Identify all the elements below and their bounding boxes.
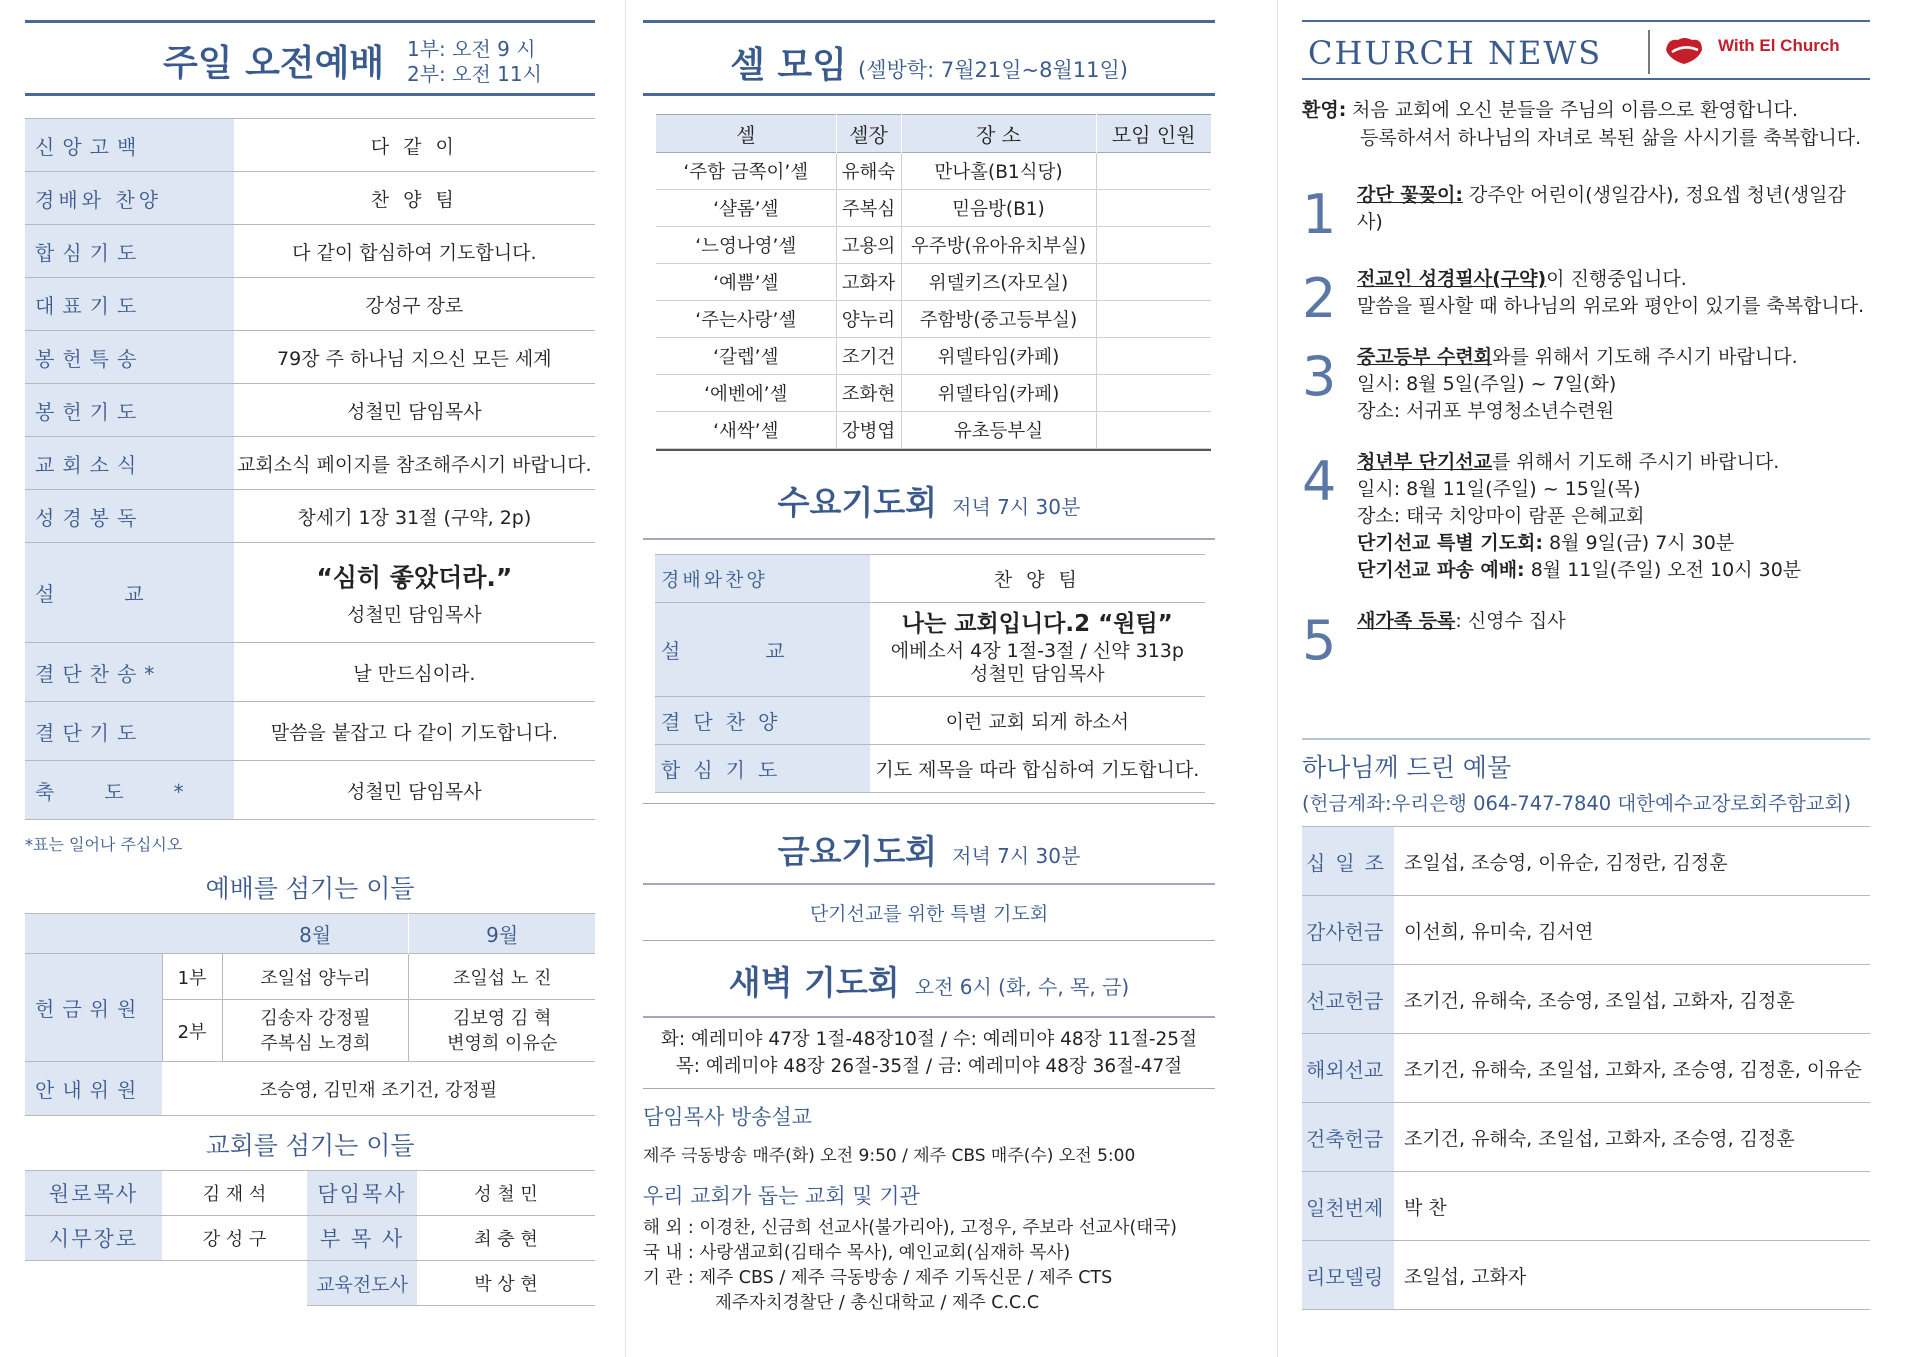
part-2-label: 2부 bbox=[162, 1000, 222, 1062]
dawn-schedule bbox=[643, 1026, 1215, 1080]
wed-preacher: 성철민 담임목사 bbox=[970, 662, 1105, 685]
fri-rule bbox=[643, 883, 1215, 885]
wed-value: 찬 양 팀 bbox=[993, 568, 1081, 591]
offering-label: 선교헌금 bbox=[1302, 965, 1394, 1034]
order-label: 합심기도 bbox=[25, 225, 234, 278]
news-keyword: 단기선교 특별 기도회: bbox=[1357, 532, 1544, 554]
church-empty bbox=[162, 1261, 307, 1306]
church-role: 시무장로 bbox=[25, 1216, 162, 1261]
broadcast-title: 담임목사 방송설교 bbox=[643, 1105, 812, 1129]
fri-description: 단기선교를 위한 특별 기도회 bbox=[809, 902, 1049, 925]
order-content: 말씀을 붙잡고 다 같이 기도합니다. bbox=[234, 702, 595, 761]
header-divider bbox=[1648, 30, 1650, 74]
order-label: 결단찬송* bbox=[25, 643, 234, 702]
sermon-preacher: 성철민 담임목사 bbox=[347, 604, 482, 626]
church-person: 김 재 석 bbox=[202, 1184, 267, 1205]
guide-names: 조승영, 김민재 조기건, 강정필 bbox=[259, 1079, 498, 1101]
support-list bbox=[643, 1216, 1215, 1316]
offering-names: 이선희, 유미숙, 김서연 bbox=[1403, 920, 1594, 943]
church-role: 담임목사 bbox=[307, 1171, 417, 1216]
service-header bbox=[25, 23, 595, 93]
order-row bbox=[25, 702, 595, 761]
order-label: 결단기도 bbox=[25, 702, 234, 761]
news-column bbox=[1302, 0, 1870, 1357]
church-empty bbox=[25, 1261, 162, 1306]
cell-col-header: 모임 인원 bbox=[1096, 115, 1211, 153]
church-person: 성 철 민 bbox=[474, 1184, 538, 1205]
offering-row bbox=[1302, 1034, 1870, 1103]
servers-month-sep: 9월 bbox=[409, 914, 595, 954]
part-2-sep bbox=[409, 1000, 595, 1062]
wed-sermon-row bbox=[655, 602, 1205, 696]
cell-col-header: 장 소 bbox=[901, 115, 1096, 153]
cell-row bbox=[656, 227, 1211, 264]
welcome-line: 처음 교회에 오신 분들을 주님의 이름으로 환영합니다. bbox=[1352, 99, 1799, 121]
order-row bbox=[25, 437, 595, 490]
offering-row bbox=[1302, 1241, 1870, 1310]
church-row bbox=[25, 1261, 595, 1306]
fold-line-2 bbox=[1277, 0, 1278, 1357]
cell-place: 주함방(중고등부실) bbox=[901, 301, 1096, 338]
order-label: 축도* bbox=[25, 761, 234, 820]
wed-label: 결단찬양 bbox=[655, 696, 870, 744]
news-item bbox=[1302, 266, 1870, 330]
news-number: 4 bbox=[1302, 450, 1337, 513]
cell-row bbox=[656, 264, 1211, 301]
cell-name: ‘샬롬’셀 bbox=[713, 199, 779, 220]
dawn-header bbox=[643, 957, 1215, 1004]
offering-label: 해외선교 bbox=[1302, 1034, 1394, 1103]
news-line: 단기선교 파송 예배: 8월 11일(주일) 오전 10시 30분 bbox=[1357, 559, 1802, 581]
order-content: 79장 주 하나님 지으신 모든 세계 bbox=[234, 331, 595, 384]
servers-title: 예배를 섬기는 이들 bbox=[205, 874, 415, 903]
cell-leader: 강병엽 bbox=[836, 412, 901, 449]
cell-name: ‘예쁨’셀 bbox=[713, 273, 779, 294]
church-role: 부 목 사 bbox=[307, 1216, 417, 1261]
wed-table bbox=[655, 554, 1205, 793]
offering-names: 조일섭, 조승영, 이유순, 김정란, 김정훈 bbox=[1403, 851, 1728, 874]
broadcast-schedule: 제주 극동방송 매주(화) 오전 9:50 / 제주 CBS 매주(수) 오전 5:00 bbox=[643, 1146, 1136, 1166]
servers-month-aug: 8월 bbox=[299, 923, 332, 947]
offering-label: 일천번제 bbox=[1302, 1172, 1394, 1241]
dawn-rule bbox=[643, 1016, 1215, 1018]
cell-leader: 주복심 bbox=[836, 190, 901, 227]
church-logo-text: With El Church bbox=[1718, 36, 1840, 55]
cell-name: ‘주함 금쪽이’셀 bbox=[683, 162, 809, 183]
wed-label: 합심기도 bbox=[655, 744, 870, 792]
church-servers-table bbox=[25, 1170, 595, 1306]
dawn-bottom-rule bbox=[643, 1088, 1215, 1090]
news-keyword: 단기선교 파송 예배: bbox=[1357, 559, 1525, 581]
offering-row bbox=[1302, 1172, 1870, 1241]
part-2-sep-line: 변영희 이유순 bbox=[447, 1032, 558, 1054]
fri-title: 금요기도회 bbox=[777, 832, 938, 871]
news-keyword: 전교인 성경필사(구약) bbox=[1357, 268, 1547, 290]
news-keyword: 중고등부 수련회 bbox=[1357, 346, 1493, 368]
wed-value: 기도 제목을 따라 합심하여 기도합니다. bbox=[875, 758, 1200, 781]
news-line: 일시: 8월 11일(주일) ~ 15일(목) bbox=[1357, 478, 1641, 500]
cell-name: ‘주는사랑’셀 bbox=[695, 310, 797, 331]
dawn-line: 화: 예레미야 47장 1절-48장10절 / 수: 예레미야 48장 11절-25절 bbox=[661, 1028, 1197, 1050]
news-number: 1 bbox=[1302, 183, 1337, 246]
wed-label: 경배와찬양 bbox=[655, 554, 870, 602]
news-keyword: 강단 꽃꽂이: bbox=[1357, 184, 1463, 206]
order-content: 창세기 1장 31절 (구약, 2p) bbox=[234, 490, 595, 543]
cell-header bbox=[643, 23, 1215, 93]
offering-names: 조기건, 유해숙, 조일섭, 고화자, 조승영, 김정훈, 이유순 bbox=[1403, 1058, 1862, 1081]
cell-place: 위델키즈(자모실) bbox=[901, 264, 1096, 301]
cell-place: 위델타임(카페) bbox=[901, 375, 1096, 412]
cell-subtitle: (셀방학: 7월21일~8월11일) bbox=[858, 58, 1128, 82]
church-role: 교육전도사 bbox=[307, 1261, 417, 1306]
cell-row bbox=[656, 412, 1211, 449]
cell-title: 셀 모임 bbox=[730, 45, 847, 86]
wed-rule bbox=[643, 538, 1215, 540]
offering-section bbox=[1302, 748, 1870, 1310]
cell-attendance bbox=[1096, 227, 1211, 264]
fri-bottom-rule bbox=[643, 940, 1215, 942]
servers-row-1 bbox=[25, 954, 595, 1000]
cell-attendance bbox=[1096, 412, 1211, 449]
news-item bbox=[1302, 182, 1870, 246]
offering-label: 리모델링 bbox=[1302, 1241, 1394, 1310]
order-row bbox=[25, 225, 595, 278]
wed-bottom-rule bbox=[643, 803, 1215, 805]
news-line: 장소: 태국 치앙마이 람푼 은혜교회 bbox=[1357, 505, 1645, 527]
news-body: 강단 꽃꽂이: 강주안 어린이(생일감사), 정요셉 청년(생일감사) bbox=[1357, 184, 1846, 233]
offering-row bbox=[1302, 827, 1870, 896]
cell-row bbox=[656, 338, 1211, 375]
cell-name: ‘갈렙’셀 bbox=[713, 347, 779, 368]
part-2-aug bbox=[222, 1000, 409, 1062]
cell-leader: 유해숙 bbox=[836, 153, 901, 190]
service-title: 주일 오전예배 bbox=[163, 43, 385, 84]
cell-row bbox=[656, 153, 1211, 190]
stand-note: *표는 일어나 주십시오 bbox=[25, 835, 183, 854]
church-servers-title: 교회를 섬기는 이들 bbox=[205, 1131, 415, 1160]
part-2-sep-line: 김보영 김 혁 bbox=[453, 1007, 552, 1029]
news-number: 3 bbox=[1302, 345, 1337, 408]
sermon-row bbox=[25, 543, 595, 643]
fri-header bbox=[643, 826, 1215, 873]
cell-row bbox=[656, 301, 1211, 338]
cell-leader: 조화현 bbox=[836, 375, 901, 412]
order-label: 경배와 찬양 bbox=[25, 172, 234, 225]
part-1-aug: 조일섭 양누리 bbox=[222, 954, 409, 1000]
cell-name: ‘새싹’셀 bbox=[713, 421, 779, 442]
cell-leader: 조기건 bbox=[836, 338, 901, 375]
cell-table-body bbox=[656, 153, 1211, 449]
news-line: 장소: 서귀포 부영청소년수련원 bbox=[1357, 400, 1615, 422]
order-content: 다 같 이 bbox=[234, 119, 595, 172]
offering-label: 감사헌금 bbox=[1302, 896, 1394, 965]
wed-time: 저녁 7시 30분 bbox=[952, 495, 1081, 519]
sermon-cell bbox=[234, 543, 595, 643]
cell-place: 유초등부실 bbox=[901, 412, 1096, 449]
guide-row bbox=[25, 1062, 595, 1116]
order-content: 강성구 장로 bbox=[234, 278, 595, 331]
order-row bbox=[25, 331, 595, 384]
welcome-block bbox=[1302, 96, 1870, 152]
offering-title: 하나님께 드린 예물 bbox=[1302, 753, 1512, 782]
news-item bbox=[1302, 344, 1870, 425]
second-service-time: 2부: 오전 11시 bbox=[407, 62, 542, 86]
order-row bbox=[25, 643, 595, 702]
cell-col-header: 셀장 bbox=[836, 115, 901, 153]
order-content: 날 만드심이라. bbox=[234, 643, 595, 702]
cell-attendance bbox=[1096, 301, 1211, 338]
offering-names: 조기건, 유해숙, 조일섭, 고화자, 조승영, 김정훈 bbox=[1403, 1127, 1795, 1150]
order-label: 성경봉독 bbox=[25, 490, 234, 543]
order-row bbox=[25, 490, 595, 543]
order-row bbox=[25, 119, 595, 172]
church-row bbox=[25, 1216, 595, 1261]
cell-attendance bbox=[1096, 190, 1211, 227]
welcome-text bbox=[1302, 96, 1870, 152]
order-label: 대표기도 bbox=[25, 278, 234, 331]
cell-leader: 고화자 bbox=[836, 264, 901, 301]
order-content: 성철민 담임목사 bbox=[234, 384, 595, 437]
order-content: 다 같이 합심하여 기도합니다. bbox=[234, 225, 595, 278]
news-body: 중고등부 수련회와를 위해서 기도해 주시기 바랍니다. bbox=[1357, 346, 1798, 368]
cell-leader: 고용의 bbox=[836, 227, 901, 264]
news-line: 말씀을 필사할 때 하나님의 위로와 평안이 있기를 축복합니다. bbox=[1357, 295, 1865, 317]
cell-row bbox=[656, 375, 1211, 412]
cell-name: ‘에벤에’셀 bbox=[704, 384, 788, 405]
news-body: 청년부 단기선교를 위해서 기도해 주시기 바랍니다. bbox=[1357, 451, 1780, 473]
offering-committee-label: 헌금위원 bbox=[25, 954, 162, 1062]
part-1-label: 1부 bbox=[162, 954, 222, 1000]
cell-table-header bbox=[656, 115, 1211, 153]
dawn-time: 오전 6시 (화, 수, 목, 금) bbox=[914, 975, 1130, 999]
order-content: 찬 양 팀 bbox=[234, 172, 595, 225]
offering-table-body bbox=[1302, 827, 1870, 1310]
order-label: 봉헌기도 bbox=[25, 384, 234, 437]
church-person: 최 충 현 bbox=[474, 1229, 538, 1250]
wed-label: 설교 bbox=[655, 602, 870, 696]
cell-attendance bbox=[1096, 375, 1211, 412]
news-body: 전교인 성경필사(구약)이 진행중입니다. bbox=[1357, 268, 1687, 290]
header-rule bbox=[643, 93, 1215, 96]
news-item bbox=[1302, 449, 1870, 584]
cell-attendance bbox=[1096, 338, 1211, 375]
offering-account: (헌금계좌:우리은행 064-747-7840 대한예수교장로회주함교회) bbox=[1302, 792, 1852, 815]
news-line: 단기선교 특별 기도회: 8월 9일(금) 7시 30분 bbox=[1357, 532, 1735, 554]
wed-row bbox=[655, 554, 1205, 602]
news-keyword: 새가족 등록 bbox=[1357, 610, 1456, 632]
offering-names: 박 찬 bbox=[1403, 1196, 1447, 1219]
servers-header bbox=[25, 914, 595, 954]
cell-leader: 양누리 bbox=[836, 301, 901, 338]
wed-row bbox=[655, 696, 1205, 744]
order-content: 성철민 담임목사 bbox=[234, 761, 595, 820]
wed-value: 이런 교회 되게 하소서 bbox=[945, 710, 1129, 733]
sermon-label: 설교 bbox=[25, 543, 234, 643]
sermon-title: “심히 좋았더라.” bbox=[316, 563, 513, 592]
meetings-column bbox=[643, 0, 1215, 1357]
part-2-aug-line: 김송자 강정필 bbox=[260, 1007, 371, 1029]
support-line: 해 외 : 이경찬, 신금희 선교사(불가리아), 고정우, 주보라 선교사(태국) bbox=[643, 1218, 1177, 1238]
support-line: 제주자치경찰단 / 총신대학교 / 제주 C.C.C bbox=[715, 1293, 1040, 1313]
news-line: 일시: 8월 5일(주일) ~ 7일(화) bbox=[1357, 373, 1617, 395]
offering-names: 조기건, 유해숙, 조승영, 조일섭, 고화자, 김정훈 bbox=[1403, 989, 1795, 1012]
guide-label: 안내위원 bbox=[25, 1062, 162, 1116]
support-line: 국 내 : 사랑샘교회(김태수 목사), 예인교회(심재하 목사) bbox=[643, 1243, 1071, 1263]
news-item bbox=[1302, 608, 1870, 672]
cell-place: 우주방(유아유치부실) bbox=[901, 227, 1096, 264]
news-keyword: 청년부 단기선교 bbox=[1357, 451, 1493, 473]
order-label: 신앙고백 bbox=[25, 119, 234, 172]
wed-title: 수요기도회 bbox=[777, 483, 938, 522]
first-service-time: 1부: 오전 9 시 bbox=[407, 37, 536, 61]
wed-sermon-ref: 에베소서 4장 1절-3절 / 신약 313p bbox=[890, 639, 1184, 662]
order-label: 봉헌특송 bbox=[25, 331, 234, 384]
offering-names: 조일섭, 고화자 bbox=[1403, 1265, 1527, 1288]
support-title: 우리 교회가 돕는 교회 및 기관 bbox=[643, 1184, 920, 1208]
church-logo-icon bbox=[1664, 34, 1702, 64]
servers-header-empty bbox=[162, 914, 222, 954]
cell-row bbox=[656, 190, 1211, 227]
welcome-label: 환영: bbox=[1302, 99, 1347, 121]
order-row bbox=[25, 278, 595, 331]
offering-table bbox=[1302, 826, 1870, 1310]
church-row bbox=[25, 1171, 595, 1216]
support-line: 기 관 : 제주 CBS / 제주 극동방송 / 제주 기독신문 / 제주 CTS bbox=[643, 1268, 1113, 1288]
sunday-service-column bbox=[25, 0, 595, 1357]
servers-header-empty bbox=[25, 914, 162, 954]
order-row bbox=[25, 172, 595, 225]
servers-table bbox=[25, 913, 595, 1116]
offering-row bbox=[1302, 896, 1870, 965]
order-row bbox=[25, 761, 595, 820]
offering-label: 십일조 bbox=[1302, 827, 1394, 896]
news-body: 새가족 등록: 신영수 집사 bbox=[1357, 610, 1566, 632]
part-1-sep: 조일섭 노 진 bbox=[409, 954, 595, 1000]
cell-col-header: 셀 bbox=[736, 123, 756, 147]
service-times bbox=[407, 37, 542, 87]
dawn-title: 새벽 기도회 bbox=[728, 963, 900, 1002]
offering-row bbox=[1302, 1103, 1870, 1172]
order-of-worship bbox=[25, 118, 595, 820]
order-row bbox=[25, 384, 595, 437]
cell-place: 믿음방(B1) bbox=[901, 190, 1096, 227]
dawn-line: 목: 예레미야 48장 26절-35절 / 금: 예레미야 48장 36절-47절 bbox=[675, 1055, 1183, 1077]
order-label: 교회소식 bbox=[25, 437, 234, 490]
cell-table-bottom-rule bbox=[656, 449, 1211, 451]
wed-sermon-title: 나는 교회입니다.2 “원팀” bbox=[901, 610, 1173, 637]
church-person: 강 성 구 bbox=[202, 1229, 267, 1250]
offering-rule bbox=[1302, 738, 1870, 740]
news-list bbox=[1302, 182, 1870, 672]
church-role: 원로목사 bbox=[25, 1171, 162, 1216]
wed-sermon-cell bbox=[870, 602, 1205, 696]
fri-time: 저녁 7시 30분 bbox=[952, 844, 1081, 868]
cell-table bbox=[656, 114, 1211, 449]
wed-header bbox=[643, 477, 1215, 524]
header-rule bbox=[25, 93, 595, 96]
order-content: 교회소식 페이지를 참조해주시기 바랍니다. bbox=[234, 437, 595, 490]
offering-row bbox=[1302, 965, 1870, 1034]
news-number: 5 bbox=[1302, 609, 1337, 672]
church-person: 박 상 현 bbox=[417, 1261, 595, 1306]
cell-name: ‘느영나영’셀 bbox=[695, 236, 797, 257]
header-rule bbox=[1302, 78, 1870, 80]
fold-line-1 bbox=[625, 0, 626, 1357]
news-header bbox=[1302, 22, 1870, 78]
wed-row bbox=[655, 744, 1205, 792]
news-number: 2 bbox=[1302, 267, 1337, 330]
welcome-line: 등록하셔서 하나님의 자녀로 복된 삶을 사시기를 축복합니다. bbox=[1360, 127, 1862, 149]
part-2-aug-line: 주복심 노경희 bbox=[260, 1032, 371, 1054]
offering-label: 건축헌금 bbox=[1302, 1103, 1394, 1172]
cell-place: 위델타임(카페) bbox=[901, 338, 1096, 375]
cell-attendance bbox=[1096, 153, 1211, 190]
cell-attendance bbox=[1096, 264, 1211, 301]
church-news-title: CHURCH NEWS bbox=[1308, 34, 1603, 72]
cell-place: 만나홀(B1식당) bbox=[901, 153, 1096, 190]
